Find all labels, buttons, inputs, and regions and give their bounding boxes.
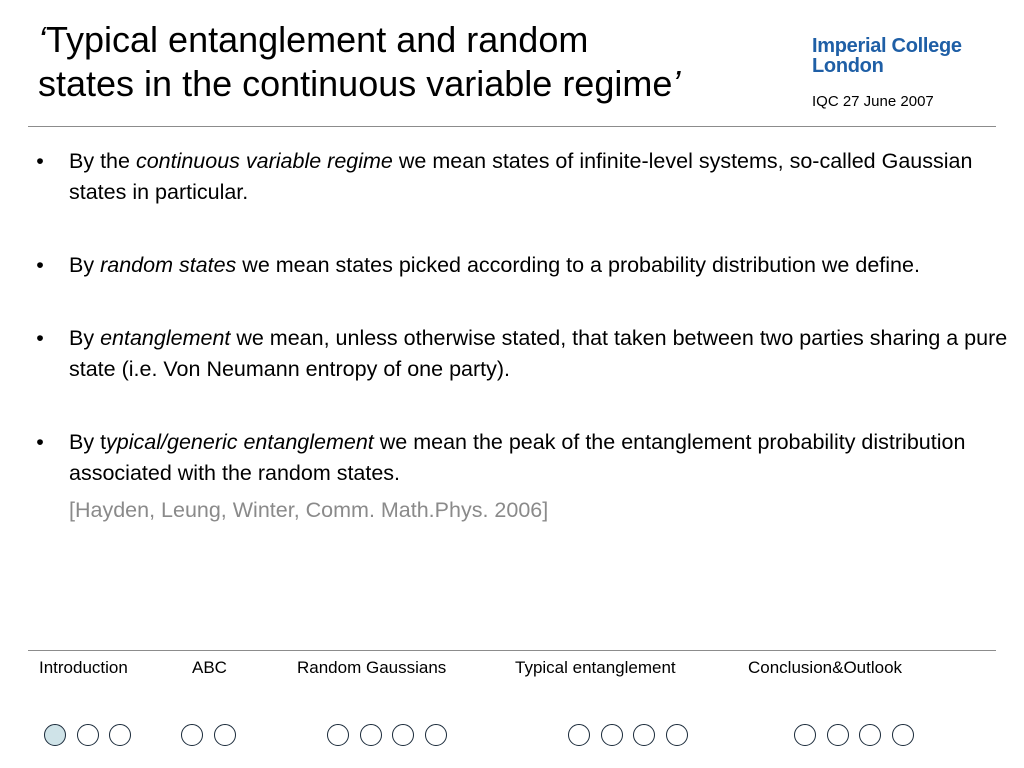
bullet-pre: By the: [69, 149, 136, 173]
slide-dot[interactable]: [601, 724, 623, 746]
bullet-marker: •: [36, 326, 44, 350]
title-open-quote: ‘: [38, 19, 46, 60]
slide-dot[interactable]: [633, 724, 655, 746]
bullet-emphasis: entanglement: [100, 326, 231, 350]
bullet-list: [30, 146, 1010, 568]
bullet-emphasis: ypical/generic entanglement: [106, 430, 374, 454]
section-nav-labels: [0, 658, 1024, 680]
logo-line-1: Imperial College: [812, 35, 962, 57]
bullet-marker: •: [36, 149, 44, 173]
title-line-2: [38, 62, 798, 106]
slide-title: [38, 18, 798, 106]
nav-link-conclusion-outlook[interactable]: Conclusion&Outlook: [748, 658, 903, 677]
slide-dot[interactable]: [425, 724, 447, 746]
header-divider: [28, 126, 996, 127]
imperial-college-logo: [812, 36, 962, 76]
bullet-emphasis: continuous variable regime: [135, 149, 393, 173]
bullet-item: [30, 427, 1010, 526]
slide-dot[interactable]: [109, 724, 131, 746]
title-line1-text: Typical entanglement and random: [46, 19, 589, 60]
bullet-emphasis: random states: [100, 253, 237, 277]
slide-dot[interactable]: [892, 724, 914, 746]
nav-link-typical-entanglement[interactable]: Typical entanglement: [515, 658, 676, 677]
title-line2-text: states in the continuous variable regime: [38, 63, 673, 104]
slide-dot[interactable]: [392, 724, 414, 746]
slide-progress-dots: [0, 722, 1024, 750]
reference-citation: [Hayden, Leung, Winter, Comm. Math.Phys. 2006]: [69, 498, 549, 522]
event-label: IQC 27 June 2007: [812, 93, 934, 110]
bullet-post: we mean states of infinite-level systems, so-called Gaussian states in particular.: [69, 149, 973, 204]
nav-link-random-gaussians[interactable]: Random Gaussians: [297, 658, 447, 677]
bullet-marker: •: [36, 253, 44, 277]
bullet-item: [30, 146, 1010, 208]
bullet-item: [30, 250, 1010, 281]
nav-link-abc[interactable]: ABC: [192, 658, 227, 677]
slide-dot[interactable]: [666, 724, 688, 746]
slide-dot[interactable]: [794, 724, 816, 746]
slide-dot[interactable]: [327, 724, 349, 746]
slide-dot[interactable]: [214, 724, 236, 746]
bullet-pre: By: [69, 253, 101, 277]
bullet-post: we mean the peak of the entanglement probability distribution associated with the random states.: [69, 430, 966, 485]
bullet-item: [30, 323, 1010, 385]
nav-link-introduction[interactable]: Introduction: [39, 658, 128, 677]
slide-dot[interactable]: [859, 724, 881, 746]
bullet-marker: •: [36, 430, 44, 454]
bullet-pre: By t: [69, 430, 107, 454]
footer-divider: [28, 650, 996, 651]
bullet-pre: By: [69, 326, 101, 350]
title-line-1: [38, 18, 798, 62]
bullet-post: we mean states picked according to a probability distribution we define.: [236, 253, 920, 277]
slide-dot[interactable]: [827, 724, 849, 746]
slide-dot[interactable]: [360, 724, 382, 746]
title-close-quote: ’: [672, 63, 681, 104]
slide-dot[interactable]: [181, 724, 203, 746]
slide-dot[interactable]: [44, 724, 66, 746]
logo-line-2: London: [812, 55, 884, 77]
slide-dot[interactable]: [77, 724, 99, 746]
bullet-post: we mean, unless otherwise stated, that taken between two parties sharing a pure state (i.e. Von Neumann entropy of one party).: [69, 326, 1008, 381]
slide-dot[interactable]: [568, 724, 590, 746]
